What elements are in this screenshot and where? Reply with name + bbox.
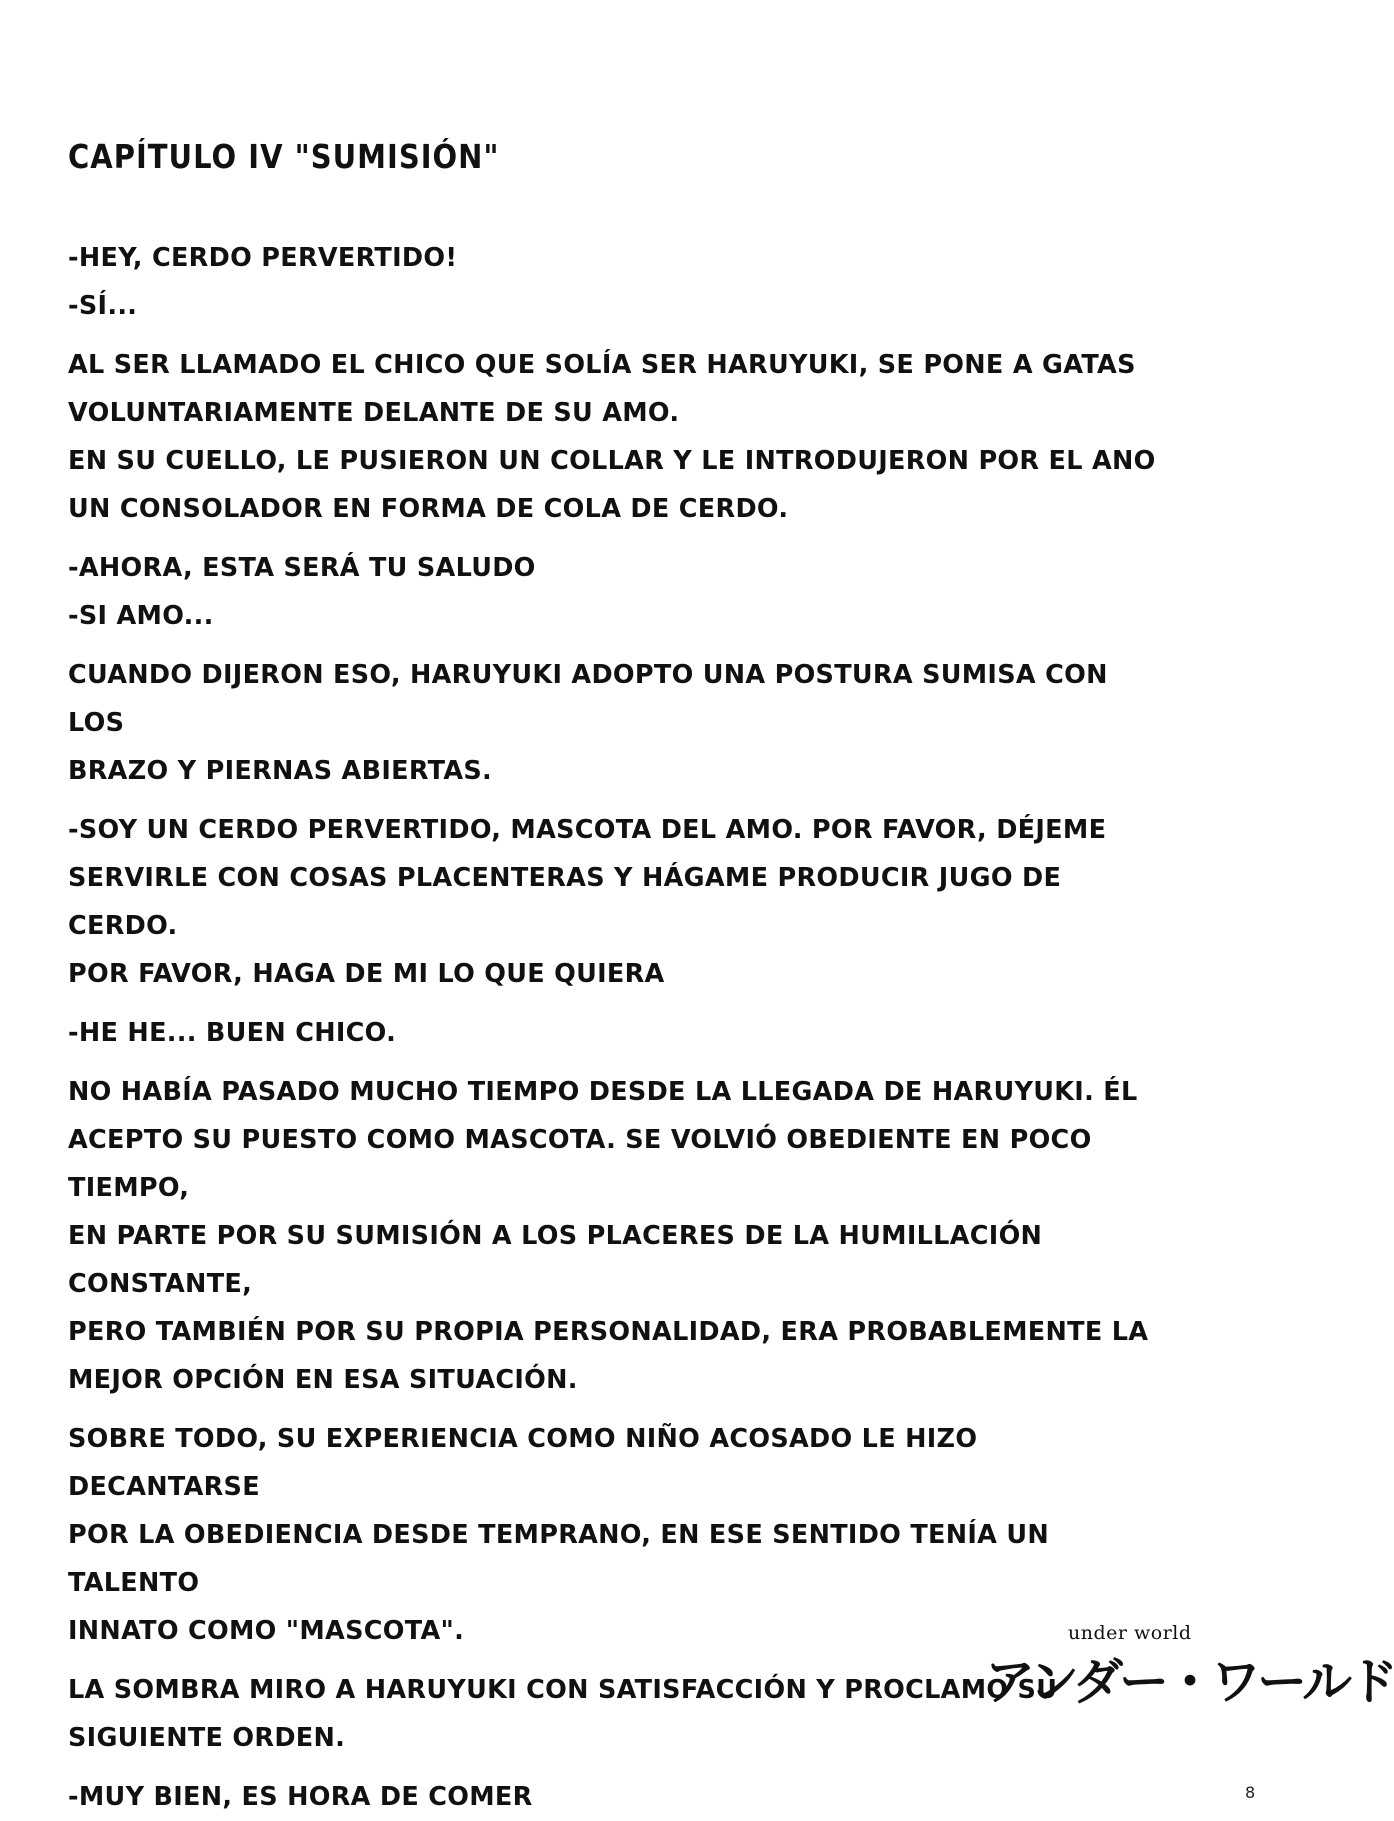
logo-japanese-text: アンダー・ワールド — [985, 1652, 1394, 1711]
text-block-dialog-1: -HEY, CERDO PERVERTIDO! -SÍ... — [68, 243, 458, 321]
text-block-narration-3: NO HABÍA PASADO MUCHO TIEMPO DESDE LA LLEGADA DE HARUYUKI. ÉL ACEPTO SU PUESTO COMO MASCOTA. SE VOLVIÓ OBEDIENTE EN POCO TIEMPO, EN PARTE POR SU SUMISIÓN A LOS PLACERES DE LA HUMILLACIÓN CONSTANTE, PERO TAMBIÉN POR SU PROPIA PERSONALIDAD, ERA PROBABLEMENTE LA MEJOR OPCIÓN EN ESA SITUACIÓN. — [68, 1077, 1149, 1395]
text-block-narration-1: AL SER LLAMADO EL CHICO QUE SOLÍA SER HARUYUKI, SE PONE A GATAS VOLUNTARIAMENTE DELANTE DE SU AMO. EN SU CUELLO, LE PUSIERON UN COLLAR Y LE INTRODUJERON POR EL ANO UN CONSOLADOR EN FORMA DE COLA DE CERDO. — [68, 350, 1156, 524]
chapter-title: CAPÍTULO IV "SUMISIÓN" — [68, 138, 500, 177]
text-block-narration-5: LA SOMBRA MIRO A HARUYUKI CON SATISFACCIÓN Y PROCLAMO SU SIGUIENTE ORDEN. — [68, 1675, 1058, 1753]
logo-english-text: under world — [1068, 1622, 1192, 1644]
text-block-narration-4: SOBRE TODO, SU EXPERIENCIA COMO NIÑO ACOSADO LE HIZO DECANTARSE POR LA OBEDIENCIA DESDE TEMPRANO, EN ESE SENTIDO TENÍA UN TALENTO INNATO COMO "MASCOTA". — [68, 1424, 1050, 1646]
text-block-narration-2: CUANDO DIJERON ESO, HARUYUKI ADOPTO UNA POSTURA SUMISA CON LOS BRAZO Y PIERNAS ABIERTAS. — [68, 660, 1108, 786]
page-number: 8 — [1245, 1783, 1256, 1802]
text-block-dialog-4: -HE HE... BUEN CHICO. — [68, 1018, 397, 1048]
text-block-dialog-2: -AHORA, ESTA SERÁ TU SALUDO -SI AMO... — [68, 553, 536, 631]
under-world-logo — [985, 1622, 1394, 1712]
text-block-dialog-3: -SOY UN CERDO PERVERTIDO, MASCOTA DEL AMO. POR FAVOR, DÉJEME SERVIRLE CON COSAS PLACENTERAS Y HÁGAME PRODUCIR JUGO DE CERDO. POR FAVOR, HAGA DE MI LO QUE QUIERA — [68, 815, 1107, 989]
text-block-dialog-5: -MUY BIEN, ES HORA DE COMER — [68, 1782, 533, 1812]
